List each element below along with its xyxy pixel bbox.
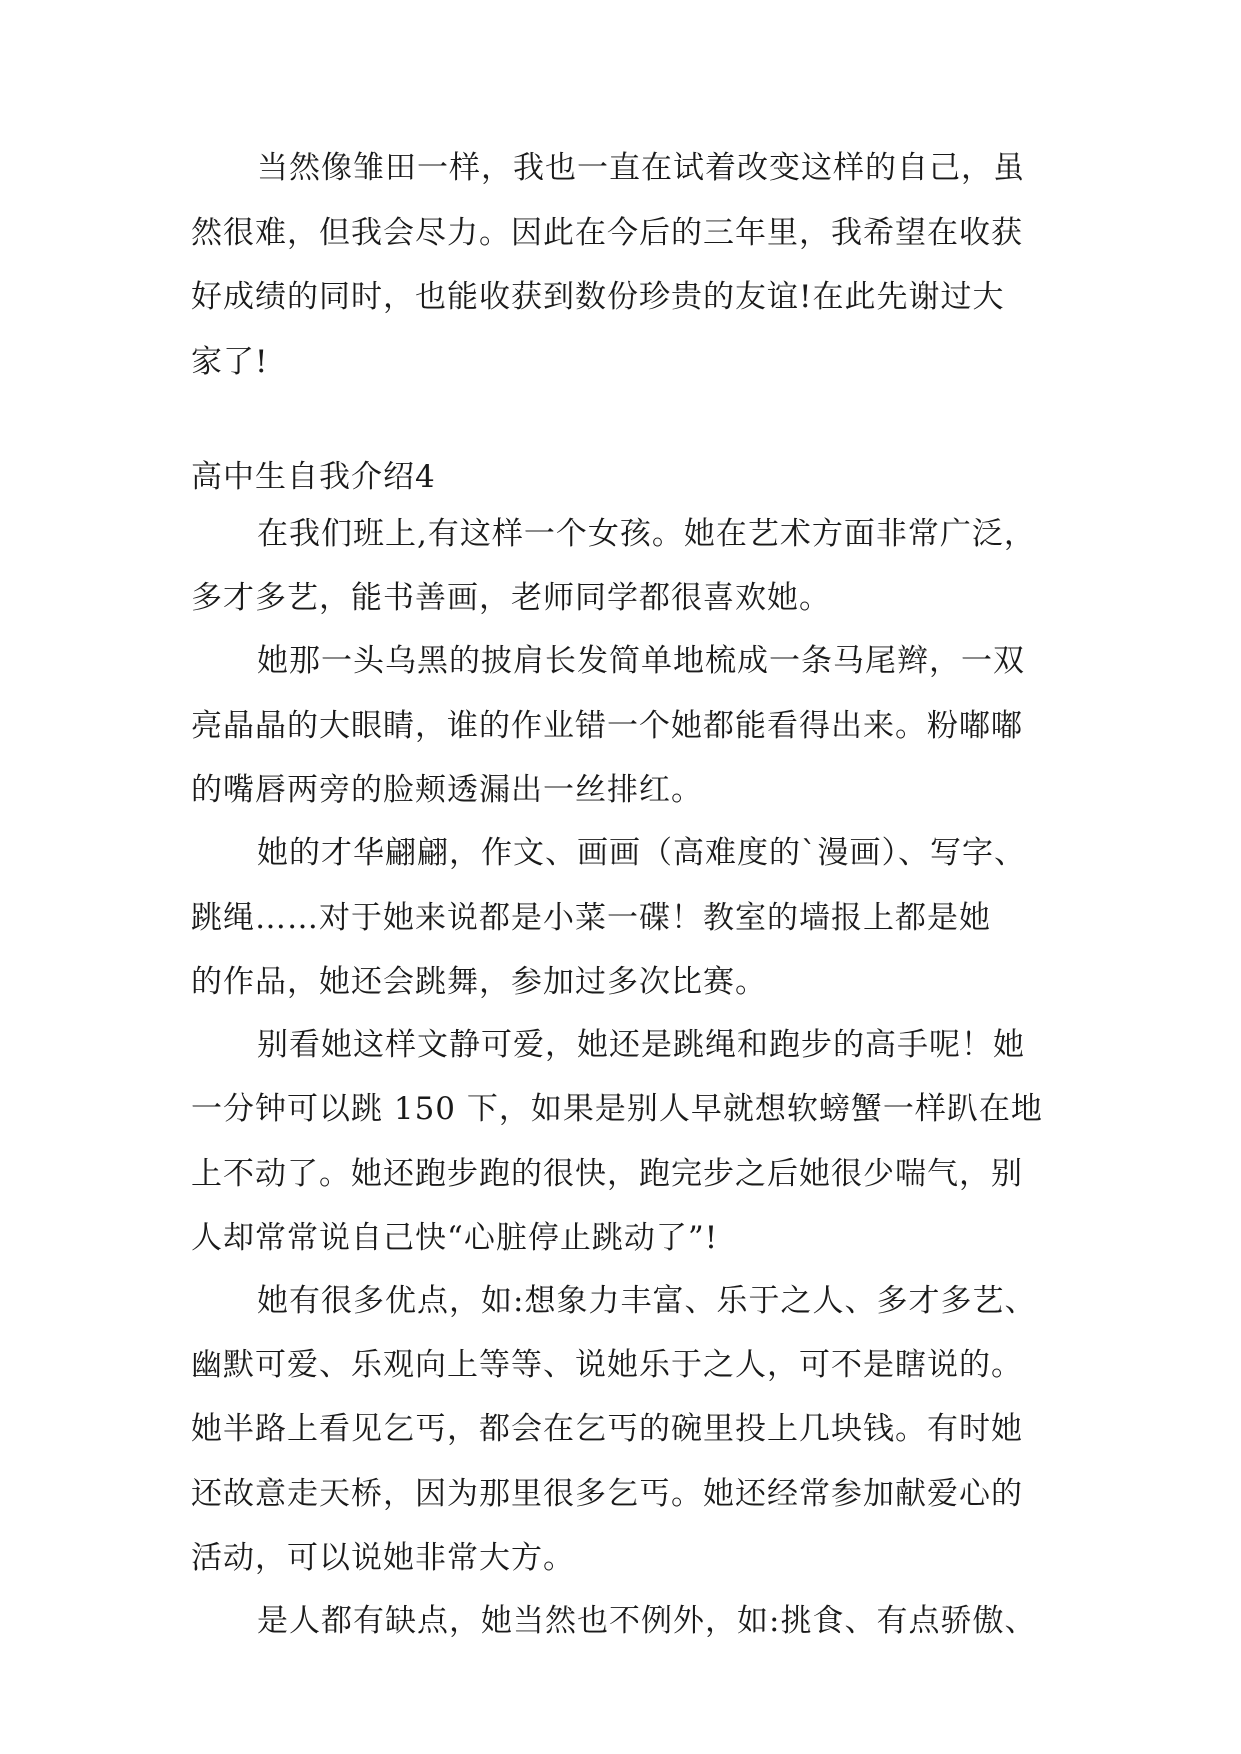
text-line: 多才多艺，能书善画，老师同学都很喜欢她。 (191, 580, 831, 616)
text-line: 她的才华翩翩，作文、画画（高难度的`漫画）、写字、 (257, 835, 1026, 871)
text-line: 还故意走天桥，因为那里很多乞丐。她还经常参加献爱心的 (191, 1476, 1023, 1512)
text-line: 然很难，但我会尽力。因此在今后的三年里，我希望在收获 (191, 215, 1023, 251)
text-line: 幽默可爱、乐观向上等等、说她乐于之人，可不是瞎说的。 (191, 1347, 1023, 1383)
text-line: 跳绳……对于她来说都是小菜一碟！教室的墙报上都是她 (191, 900, 991, 936)
section-heading: 高中生自我介绍4 (191, 459, 436, 495)
text-line: 一分钟可以跳 150 下，如果是别人早就想软螃蟹一样趴在地 (191, 1091, 1043, 1127)
text-line: 是人都有缺点，她当然也不例外，如:挑食、有点骄傲、 (257, 1603, 1037, 1639)
text-line: 当然像雏田一样，我也一直在试着改变这样的自己，虽 (257, 150, 1025, 186)
text-line: 她有很多优点，如:想象力丰富、乐于之人、多才多艺、 (257, 1283, 1037, 1319)
text-line: 在我们班上,有这样一个女孩。她在艺术方面非常广泛， (257, 516, 1036, 552)
text-line: 别看她这样文静可爱，她还是跳绳和跑步的高手呢！她 (257, 1027, 1025, 1063)
text-line: 的嘴唇两旁的脸颊透漏出一丝排红。 (191, 772, 703, 808)
text-line: 亮晶晶的大眼睛，谁的作业错一个她都能看得出来。粉嘟嘟 (191, 708, 1023, 744)
text-line: 的作品，她还会跳舞，参加过多次比赛。 (191, 964, 767, 1000)
text-line: 人却常常说自己快“心脏停止跳动了”! (191, 1220, 719, 1256)
text-line: 家了! (191, 344, 269, 380)
text-line: 她那一头乌黑的披肩长发简单地梳成一条马尾辫，一双 (257, 643, 1025, 679)
text-line: 活动，可以说她非常大方。 (191, 1540, 575, 1576)
text-line: 好成绩的同时，也能收获到数份珍贵的友谊!在此先谢过大 (191, 279, 1005, 315)
text-line: 上不动了。她还跑步跑的很快，跑完步之后她很少喘气，别 (191, 1156, 1023, 1192)
text-line: 她半路上看见乞丐，都会在乞丐的碗里投上几块钱。有时她 (191, 1411, 1023, 1447)
